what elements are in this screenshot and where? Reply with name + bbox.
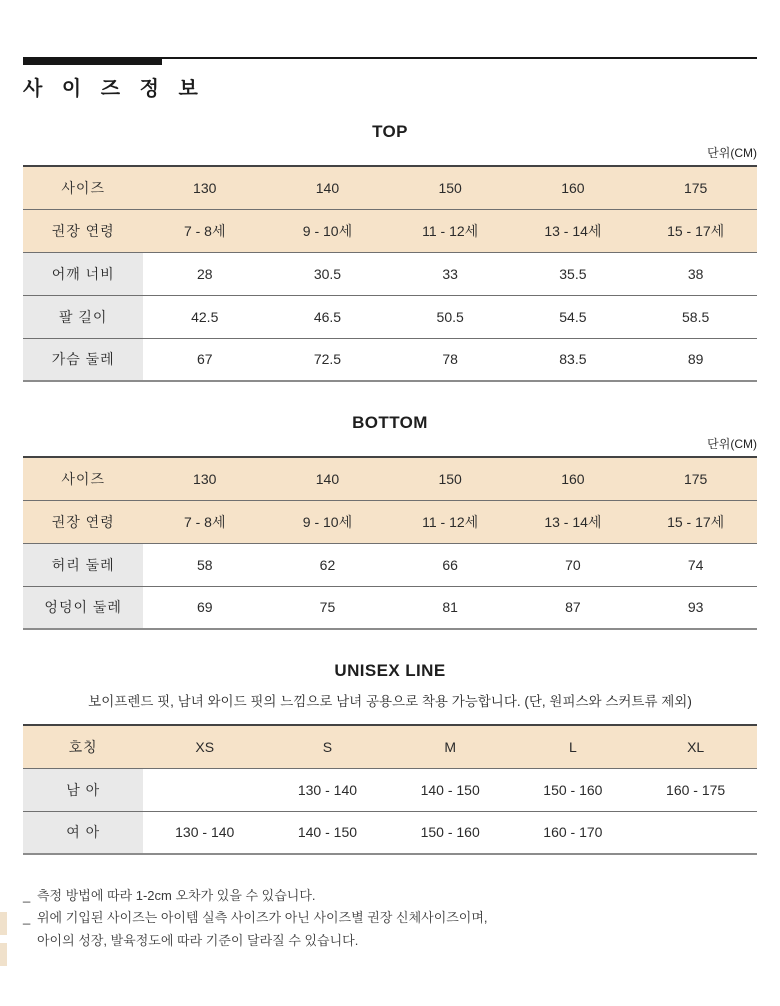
- value-cell: 130: [143, 457, 266, 500]
- value-cell: 89: [687, 351, 704, 368]
- row-label-cell: 사이즈: [23, 457, 143, 500]
- note-line: [23, 907, 757, 929]
- table-row: [23, 209, 757, 252]
- size-table-unisex: [23, 724, 757, 855]
- table-row: [23, 252, 757, 295]
- table-row: [23, 586, 757, 629]
- value-cell: [634, 811, 757, 854]
- value-cell: 11 - 12세: [389, 500, 512, 543]
- table-row: [23, 543, 757, 586]
- page-edge-artifact: [0, 943, 7, 966]
- section-bottom: [23, 413, 757, 630]
- value-cell: 140 - 150: [297, 824, 358, 841]
- value-cell: 93: [687, 599, 704, 616]
- page-edge-artifact: [0, 912, 7, 935]
- value-cell: 175: [634, 457, 757, 500]
- section-bottom-title: BOTTOM: [352, 413, 428, 432]
- value-cell: XS: [143, 725, 266, 768]
- section-unisex-subtitle: 보이프렌드 핏, 남녀 와이드 핏의 느낌으로 남녀 공용으로 착용 가능합니다. (단, 원피스와 스커트류 제외): [88, 694, 692, 709]
- value-cell: 140 - 150: [420, 781, 480, 798]
- value-cell: 81: [442, 599, 458, 616]
- value-cell: 42.5: [191, 308, 219, 325]
- table-row: [23, 295, 757, 338]
- page-title: 사 이 즈 정 보: [23, 78, 205, 100]
- value-cell: 150: [389, 457, 512, 500]
- value-cell: 160: [512, 166, 635, 209]
- value-cell: 78: [442, 351, 458, 368]
- value-cell: 175: [634, 166, 757, 209]
- table-row: [23, 768, 757, 811]
- value-cell: 150: [389, 166, 512, 209]
- value-cell: 15 - 17세: [634, 500, 757, 543]
- row-label-cell: 가슴 둘레: [23, 338, 143, 381]
- row-label-cell: 권장 연령: [23, 500, 143, 543]
- value-cell: 160 - 170: [543, 824, 603, 841]
- value-cell: 130 - 140: [175, 824, 235, 841]
- value-cell: 70: [565, 556, 581, 573]
- table-row: [23, 457, 757, 500]
- value-cell: 74: [687, 556, 704, 573]
- value-cell: 67: [196, 351, 213, 368]
- row-label-cell: 어깨 너비: [23, 252, 143, 295]
- value-cell: 30.5: [313, 265, 342, 282]
- value-cell: 54.5: [559, 308, 587, 325]
- value-cell: 150 - 160: [420, 824, 480, 841]
- note-marker: _: [23, 910, 31, 926]
- table-row: [23, 725, 757, 768]
- value-cell: 35.5: [559, 265, 587, 282]
- value-cell: 62: [319, 556, 336, 573]
- value-cell: 69: [196, 599, 213, 616]
- unit-label: 단위(CM): [707, 146, 757, 160]
- value-cell: 83.5: [559, 351, 587, 368]
- value-cell: 72.5: [313, 351, 342, 368]
- value-cell: 13 - 14세: [512, 209, 635, 252]
- value-cell: 160 - 175: [666, 781, 726, 798]
- value-cell: 7 - 8세: [143, 209, 266, 252]
- value-cell: 50.5: [436, 308, 464, 325]
- value-cell: 33: [442, 265, 458, 282]
- footer-notes: [23, 885, 757, 952]
- row-label-cell: 사이즈: [23, 166, 143, 209]
- table-row: [23, 500, 757, 543]
- note-text: 아이의 성장, 발육정도에 따라 기준이 달라질 수 있습니다.: [37, 932, 359, 948]
- value-cell: 160: [512, 457, 635, 500]
- section-top-title: TOP: [372, 122, 408, 141]
- size-table-bottom: [23, 456, 757, 630]
- value-cell: 46.5: [313, 308, 342, 325]
- row-label-cell: 팔 길이: [23, 295, 143, 338]
- header-rule: [23, 57, 757, 65]
- section-unisex-title: UNISEX LINE: [334, 661, 446, 680]
- value-cell: 13 - 14세: [512, 500, 635, 543]
- note-marker: _: [23, 888, 31, 903]
- row-label-cell: 엉덩이 둘레: [23, 586, 143, 629]
- value-cell: 7 - 8세: [143, 500, 266, 543]
- value-cell: 9 - 10세: [266, 209, 389, 252]
- value-cell: S: [266, 725, 389, 768]
- value-cell: 58.5: [682, 308, 710, 325]
- row-label-cell: 권장 연령: [23, 209, 143, 252]
- size-table-top: [23, 165, 757, 382]
- value-cell: 87: [565, 599, 581, 616]
- value-cell: 11 - 12세: [389, 209, 512, 252]
- section-top: [23, 122, 757, 382]
- value-cell: 15 - 17세: [634, 209, 757, 252]
- unit-label: 단위(CM): [707, 437, 757, 451]
- row-label-cell: 여 아: [23, 811, 143, 854]
- value-cell: 130: [143, 166, 266, 209]
- row-label-cell: 호칭: [23, 725, 143, 768]
- value-cell: 28: [196, 265, 213, 282]
- value-cell: 140: [266, 166, 389, 209]
- section-unisex: [23, 661, 757, 855]
- row-label-cell: 남 아: [23, 768, 143, 811]
- row-label-cell: 허리 둘레: [23, 543, 143, 586]
- value-cell: M: [389, 725, 512, 768]
- value-cell: 9 - 10세: [266, 500, 389, 543]
- header-rule-accent: [23, 57, 162, 65]
- value-cell: 140: [266, 457, 389, 500]
- page-content: [23, 57, 757, 952]
- value-cell: 150 - 160: [543, 781, 603, 798]
- value-cell: 58: [196, 556, 213, 573]
- value-cell: 75: [319, 599, 336, 616]
- value-cell: 130 - 140: [297, 781, 358, 798]
- note-text: 위에 기입된 사이즈는 아이템 실측 사이즈가 아닌 사이즈별 권장 신체사이즈이며,: [37, 910, 488, 926]
- value-cell: 66: [442, 556, 458, 573]
- value-cell: 38: [687, 265, 704, 282]
- value-cell: L: [512, 725, 635, 768]
- value-cell: [143, 768, 266, 811]
- table-row: [23, 166, 757, 209]
- table-row: [23, 338, 757, 381]
- note-line: [23, 885, 757, 907]
- value-cell: XL: [634, 725, 757, 768]
- table-row: [23, 811, 757, 854]
- note-text: 측정 방법에 따라 1-2cm 오차가 있을 수 있습니다.: [37, 888, 316, 903]
